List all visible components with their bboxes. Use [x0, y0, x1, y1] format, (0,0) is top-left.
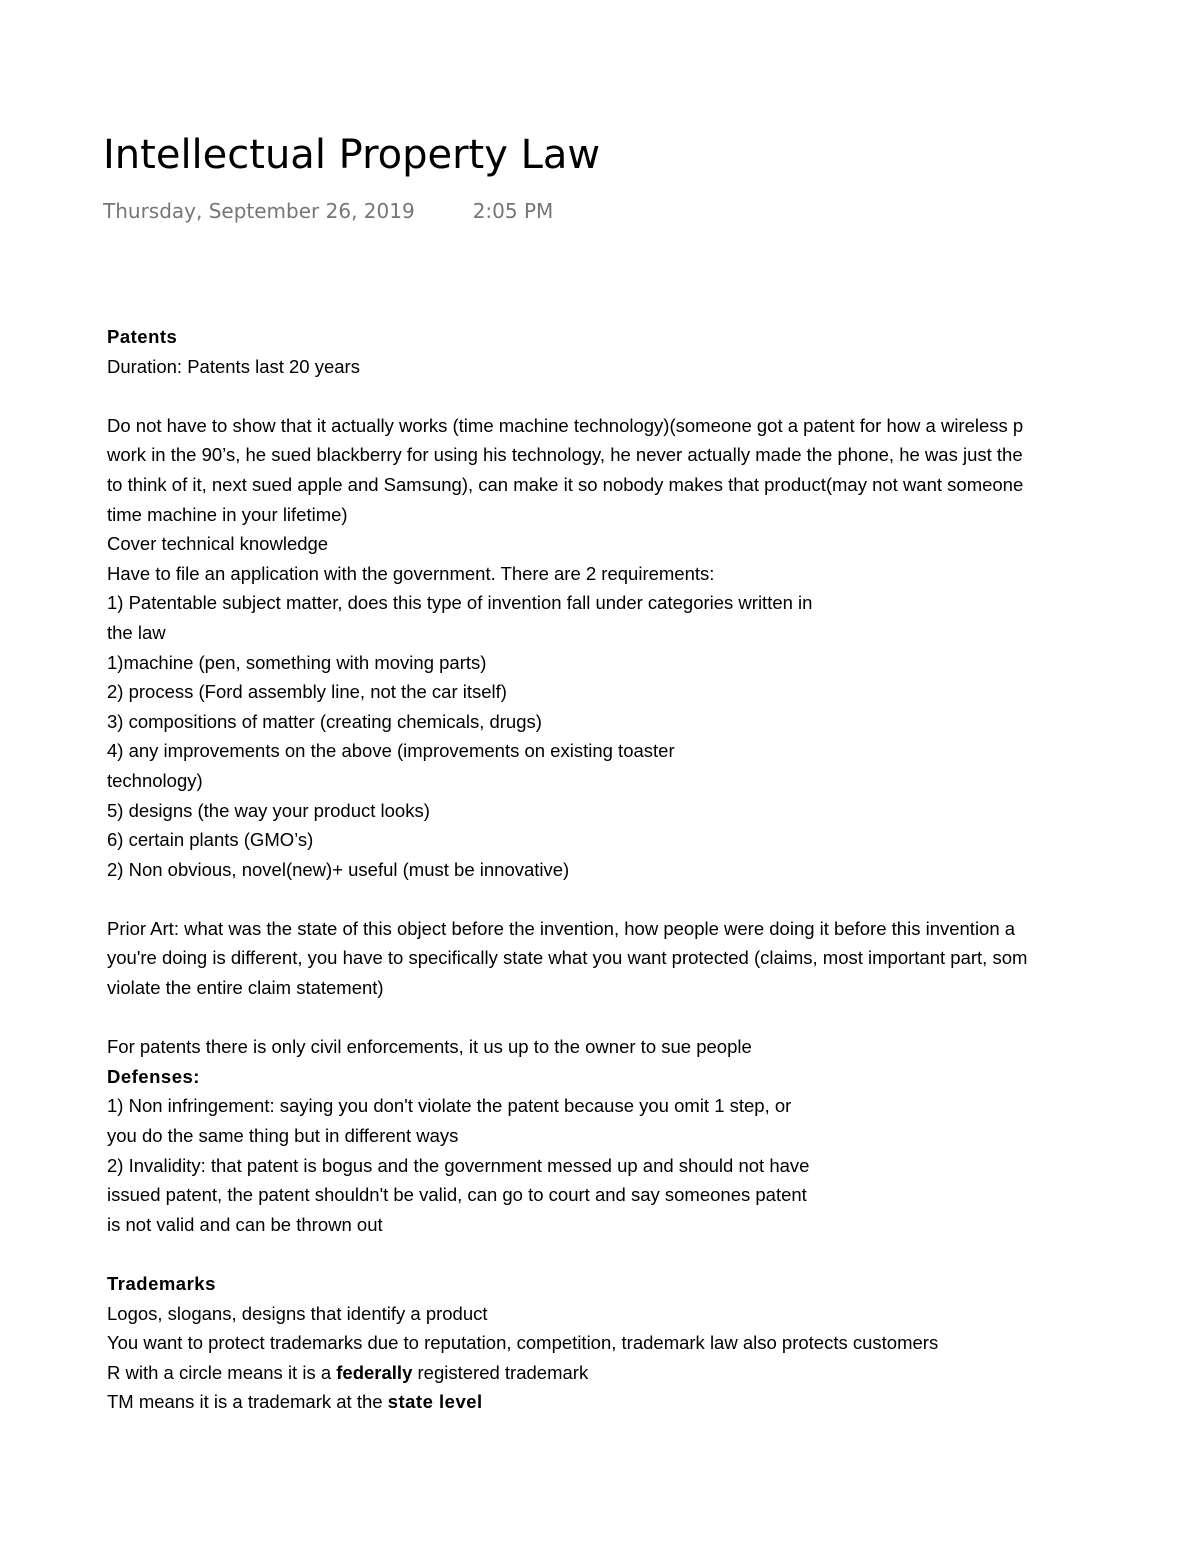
enforcement-line: For patents there is only civil enforcements, it us up to the owner to sue people — [107, 1036, 752, 1058]
technical-line: Cover technical knowledge — [107, 533, 329, 555]
defense-line: issued patent, the patent shouldn't be valid, can go to court and say someones patent — [107, 1184, 807, 1206]
spacer — [107, 1239, 1200, 1269]
state-level-emphasis: state level — [387, 1391, 483, 1413]
tm-text: TM means it is a trademark at the — [107, 1391, 388, 1413]
requirement-1-cont: the law — [107, 621, 166, 643]
list-item: 5) designs (the way your product looks) — [107, 799, 430, 821]
requirement-2: 2) Non obvious, novel(new)+ useful (must be innovative) — [107, 858, 570, 880]
registered-line — [107, 1358, 1200, 1388]
registered-text-end: registered trademark — [412, 1361, 589, 1383]
spacer — [107, 1003, 1200, 1033]
federally-emphasis: federally — [336, 1361, 413, 1383]
trademark-line: You want to protect trademarks due to reputation, competition, trademark law also protects customers — [107, 1332, 939, 1354]
trademarks-heading: Trademarks — [107, 1273, 216, 1294]
requirement-1: 1) Patentable subject matter, does this type of invention fall under categories written in — [107, 592, 813, 614]
defense-line: you do the same thing but in different ways — [107, 1125, 459, 1147]
prior-art-line: you're doing is different, you have to specifically state what you want protected (claims, most important part, som — [107, 947, 1028, 969]
prior-art-line: Prior Art: what was the state of this object before the invention, how people were doing it before this invention a — [107, 917, 1016, 939]
paragraph-line: to think of it, next sued apple and Samsung), can make it so nobody makes that product(may not want someone — [107, 473, 1024, 495]
defenses-heading: Defenses: — [107, 1065, 200, 1087]
page-time: 2:05 PM — [472, 199, 554, 223]
list-item: 1)machine (pen, something with moving parts) — [107, 651, 487, 673]
prior-art-line: violate the entire claim statement) — [107, 977, 384, 999]
spacer — [107, 884, 1200, 914]
defense-line: is not valid and can be thrown out — [107, 1213, 383, 1235]
list-item: 3) compositions of matter (creating chemicals, drugs) — [107, 710, 542, 732]
list-item: 6) certain plants (GMO’s) — [107, 829, 314, 851]
spacer — [107, 381, 1200, 411]
trademark-line: Logos, slogans, designs that identify a product — [107, 1302, 488, 1324]
note-body — [107, 322, 1200, 1437]
defense-line: 2) Invalidity: that patent is bogus and the government messed up and should not have — [107, 1154, 810, 1176]
list-item: technology) — [107, 769, 203, 791]
patents-heading: Patents — [107, 326, 178, 347]
registered-text: R with a circle means it is a — [107, 1361, 337, 1383]
paragraph-line: work in the 90’s, he sued blackberry for using his technology, he never actually made the phone, he was just the — [107, 444, 1023, 466]
page-meta — [103, 199, 553, 223]
application-line: Have to file an application with the government. There are 2 requirements: — [107, 562, 715, 584]
page-title: Intellectual Property Law — [103, 132, 601, 178]
patents-duration: Duration: Patents last 20 years — [107, 355, 360, 377]
paragraph-line: Do not have to show that it actually works (time machine technology)(someone got a patent for how a wireless p — [107, 414, 1024, 436]
defense-line: 1) Non infringement: saying you don't violate the patent because you omit 1 step, or — [107, 1095, 792, 1117]
list-item: 2) process (Ford assembly line, not the car itself) — [107, 681, 507, 703]
page-date: Thursday, September 26, 2019 — [103, 199, 415, 223]
paragraph-line: time machine in your lifetime) — [107, 503, 348, 525]
list-item: 4) any improvements on the above (improvements on existing toaster — [107, 740, 675, 762]
tm-line — [107, 1387, 1200, 1417]
